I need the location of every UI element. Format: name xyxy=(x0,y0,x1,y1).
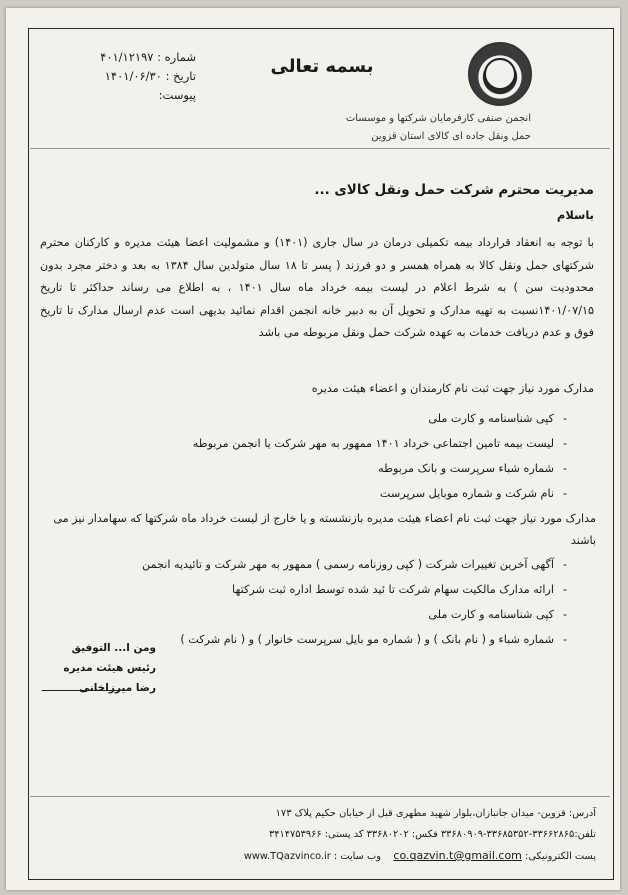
signer-title: رئیس هیئت مدیره xyxy=(63,662,156,674)
list-item: -کپی شناسنامه و کارت ملی xyxy=(428,608,568,621)
footer-phones: تلفن:۳۳۶۶۲۸۶۵-۳۳۶۸۵۳۵۲-۳۳۶۸۰۹۰۹ فکس: ۳۳۶۸۰۲۰۲ کد پستی: ۳۴۱۴۷۵۳۹۶۶ xyxy=(268,829,596,840)
org-line-2: حمل ونقل جاده ای کالای استان قزوین xyxy=(371,131,531,142)
footer-address: آدرس: قزوین- میدان جانبازان،بلوار شهید مطهری قبل از خیابان حکیم پلاک ۱۷۳ xyxy=(275,808,596,819)
letter-sheet xyxy=(6,8,620,890)
letter-meta xyxy=(36,48,196,105)
email-label: پست الکترونیکی: xyxy=(525,851,596,862)
requirements-list-2 xyxy=(46,552,576,652)
requirements-title-1: مدارک مورد نیاز جهت ثبت نام کارمندان و اعضاء هیئت مدیره xyxy=(311,382,594,395)
letter-body: با توجه به انعقاد قرارداد بیمه تکمیلی درمان در سال جاری (۱۴۰۱) و مشمولیت اعضا هیئت مدیره و کارکنان محترم شرکتهای حمل ونقل کالا به همراه همسر و دو فرزند ( پسر تا ۱۸ سال متولدین سال ۱۳۸۴ به بعد و دختر مجرد بدون محدودیت سن ) به شرط اعلام در لیست بیمه خرداد ماه سال ۱۴۰۱ ، به اطلاع می رساند حداکثر تا تاریخ ۱۴۰۱/۰۷/۱۵نسبت به تهیه مدارک و تحویل آن به دبیر خانه انجمن اقدام نمائید بدیهی است عدم ارسال مدارک تا تاریخ فوق و عدم دریافت خدمات به عهده شرکت حمل ونقل مربوطه می باشد xyxy=(40,236,594,339)
requirements-list-1 xyxy=(46,406,576,506)
footer xyxy=(36,803,596,867)
recipient-line: مدیریت محترم شرکت حمل ونقل کالای ... xyxy=(314,182,594,198)
list-item: -ارائه مدارک مالکیت سهام شرکت تا ئید شده توسط اداره ثبت شرکتها xyxy=(232,583,568,596)
greeting: باسلام xyxy=(556,208,594,222)
handwritten-signature xyxy=(42,668,132,691)
website-label: وب سایت : xyxy=(333,851,381,862)
list-item: -نام شرکت و شماره موبایل سرپرست xyxy=(379,487,568,500)
organization-name xyxy=(326,110,531,146)
association-logo-icon xyxy=(468,42,532,106)
footer-contact xyxy=(36,845,596,867)
list-item: -آگهی آخرین تغییرات شرکت ( کپی روزنامه رسمی ) ممهور به مهر شرکت و تائیدیه انجمن xyxy=(142,558,568,571)
email-link[interactable]: co.qazvin.t@gmail.com xyxy=(393,849,522,862)
website-link[interactable]: www.TQazvinco.ir xyxy=(243,851,331,862)
requirements-title-2: مدارک مورد نیاز جهت ثبت نام اعضاء هیئت مدیره بازنشسته و یا خارج از لیست خرداد ماه شرکتها که سهامدار نیز می باشند xyxy=(53,512,596,547)
letter-number: شماره : ۴۰۱/۱۲۱۹۷ xyxy=(100,50,196,64)
letter-attachment: پیوست: xyxy=(158,88,196,102)
letter-date: تاریخ : ۱۴۰۱/۰۶/۳۰ xyxy=(104,69,196,83)
bismillah-heading: بسمه تعالی xyxy=(270,56,374,77)
footer-divider xyxy=(30,796,610,797)
signer-name: رضا میرزاخانی xyxy=(79,682,156,694)
list-item: -شماره شباء و ( نام بانک ) و ( شماره مو بایل سرپرست خانوار ) و ( نام شرکت ) xyxy=(180,633,568,646)
list-item: -لیست بیمه تامین اجتماعی خرداد ۱۴۰۱ ممهور به مهر شرکت یا انجمن مربوطه xyxy=(192,437,568,450)
closing-phrase: ومن ا... التوفیق xyxy=(71,642,156,654)
list-item: -شماره شباء سرپرست و بانک مربوطه xyxy=(378,462,568,475)
header-divider xyxy=(30,148,610,149)
org-line-1: انجمن صنفی کارفرمایان شرکتها و موسسات xyxy=(345,113,531,124)
list-item: -کپی شناسنامه و کارت ملی xyxy=(428,412,568,425)
